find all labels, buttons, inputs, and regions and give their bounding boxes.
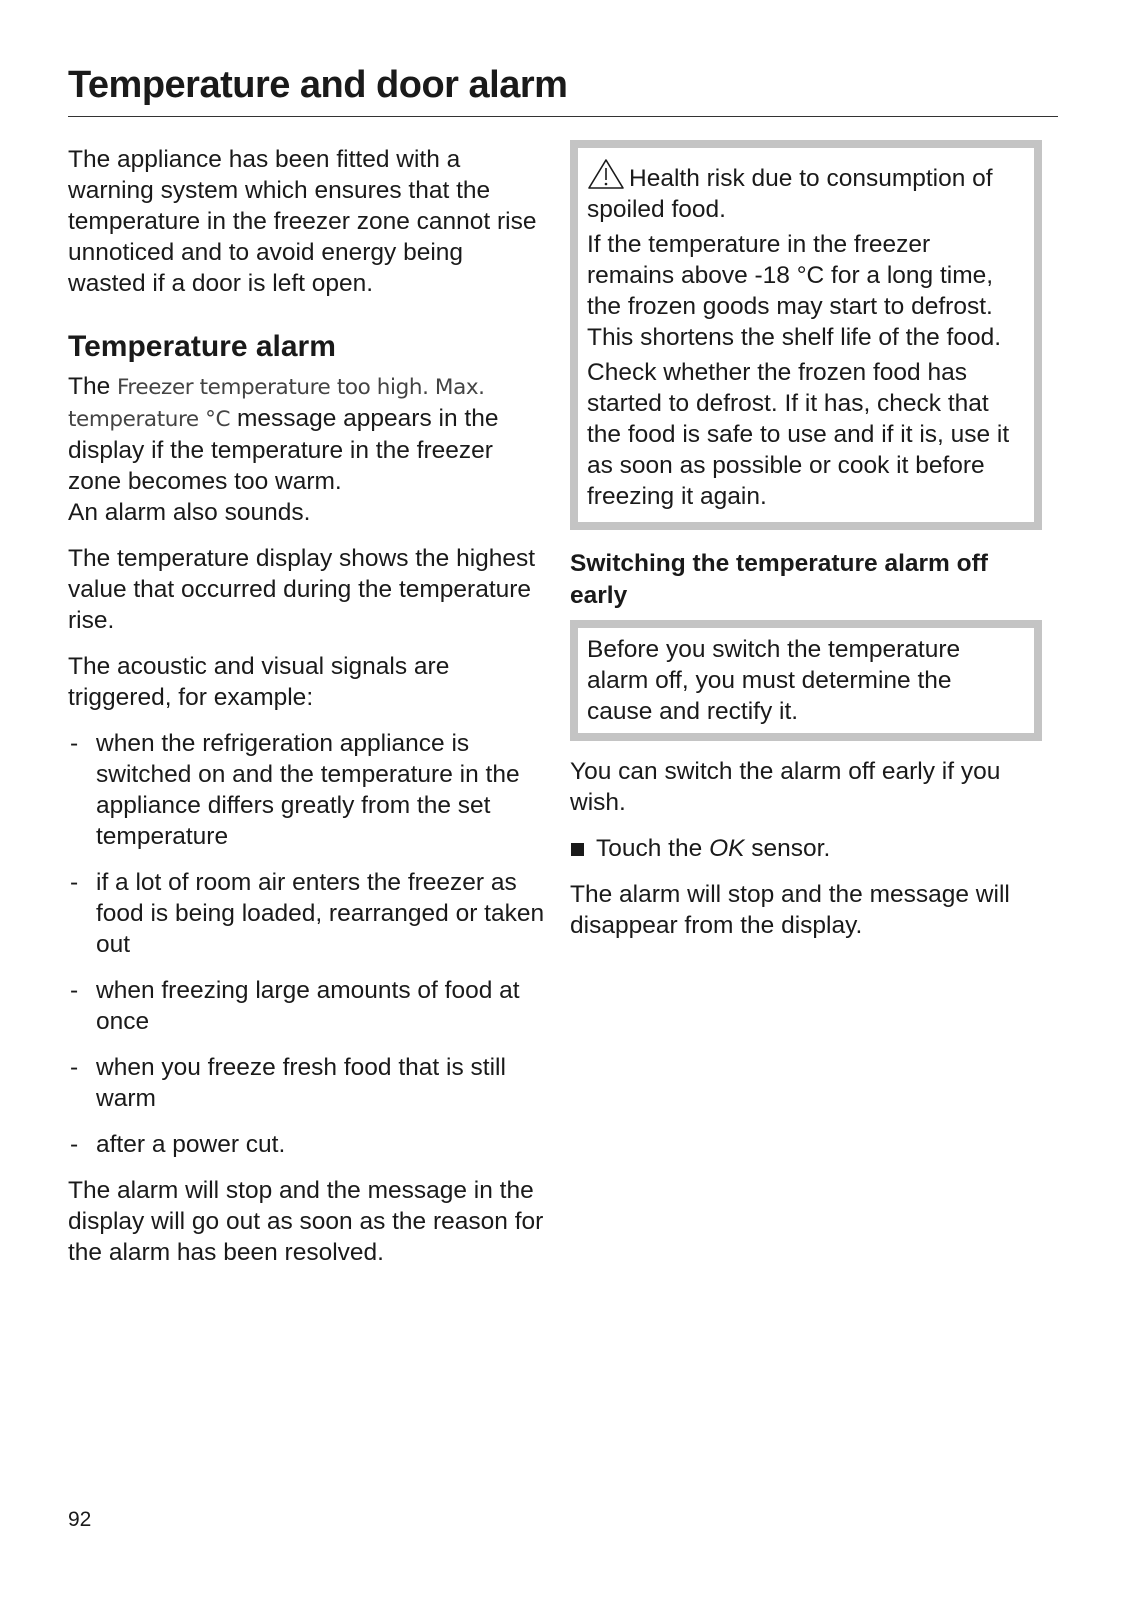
list-item <box>68 728 546 852</box>
display-message-text: Freezer temperature too high. Max. temperature °C <box>68 375 485 432</box>
warning-box <box>570 140 1042 530</box>
dash-marker: - <box>70 869 79 896</box>
alarm-message-paragraph <box>68 371 546 528</box>
list-item <box>68 867 546 960</box>
warning-defrost-paragraph: If the temperature in the freezer remains above -18 °C for a long time, the frozen goods may start to defrost. This shortens the shelf life of the food. <box>587 231 1002 351</box>
alarm-trigger-list <box>68 728 546 1160</box>
alarm-stop-paragraph: The alarm will stop and the message in the display will go out as soon as the reason for the alarm has been resolved. <box>68 1177 544 1266</box>
signals-intro-paragraph: The acoustic and visual signals are triggered, for example: <box>68 653 450 711</box>
left-column <box>68 144 546 1268</box>
switch-off-early-heading: Switching the temperature alarm off early <box>570 550 988 609</box>
instruction-step <box>570 833 1042 864</box>
list-item <box>68 975 546 1037</box>
list-item-text: when freezing large amounts of food at once <box>96 977 520 1035</box>
list-item-text: after a power cut. <box>96 1131 286 1158</box>
page-number: 92 <box>68 1508 92 1531</box>
list-item-text: when the refrigeration appliance is switched on and the temperature in the appliance differs greatly from the set temperature <box>96 730 520 850</box>
alarm-sounds-text: An alarm also sounds. <box>68 499 311 526</box>
alarm-disappear-paragraph: The alarm will stop and the message will disappear from the display. <box>570 881 1010 939</box>
list-item <box>68 1129 546 1160</box>
list-item-text: if a lot of room air enters the freezer as food is being loaded, rearranged or taken out <box>96 869 545 958</box>
page-title: Temperature and door alarm <box>68 64 568 106</box>
temperature-display-paragraph: The temperature display shows the highest value that occurred during the temperature rise. <box>68 545 536 634</box>
intro-paragraph: The appliance has been fitted with a warning system which ensures that the temperature in the freezer zone cannot rise unnoticed and to avoid energy being wasted if a door is left open. <box>68 146 537 297</box>
warning-triangle-icon <box>587 158 625 190</box>
right-column <box>570 140 1042 941</box>
title-divider <box>68 116 1058 117</box>
alarm-para-suffix: message appears in the display if the temperature in the freezer zone becomes too warm. <box>68 405 499 495</box>
dash-marker: - <box>70 1131 79 1158</box>
warning-heading-text: Health risk due to consumption of spoiled food. <box>587 165 993 223</box>
step-suffix: sensor. <box>744 835 831 862</box>
dash-marker: - <box>70 977 79 1004</box>
warning-check-paragraph: Check whether the frozen food has started to defrost. If it has, check that the food is safe to use and if it is, use it as soon as possible or cook it before freezing it again. <box>587 359 1010 510</box>
temperature-alarm-heading: Temperature alarm <box>68 330 336 363</box>
info-note-text: Before you switch the temperature alarm off, you must determine the cause and rectify it. <box>587 636 961 725</box>
switch-off-paragraph: You can switch the alarm off early if you wish. <box>570 758 1001 816</box>
ok-sensor-label: OK <box>709 835 745 862</box>
step-square-icon <box>571 843 584 856</box>
step-prefix: Touch the <box>596 835 710 862</box>
dash-marker: - <box>70 1054 79 1081</box>
alarm-para-prefix: The <box>68 373 118 400</box>
info-note-box <box>570 620 1042 741</box>
list-item-text: when you freeze fresh food that is still warm <box>96 1054 506 1112</box>
dash-marker: - <box>70 730 79 757</box>
list-item <box>68 1052 546 1114</box>
warning-heading <box>587 158 1022 225</box>
